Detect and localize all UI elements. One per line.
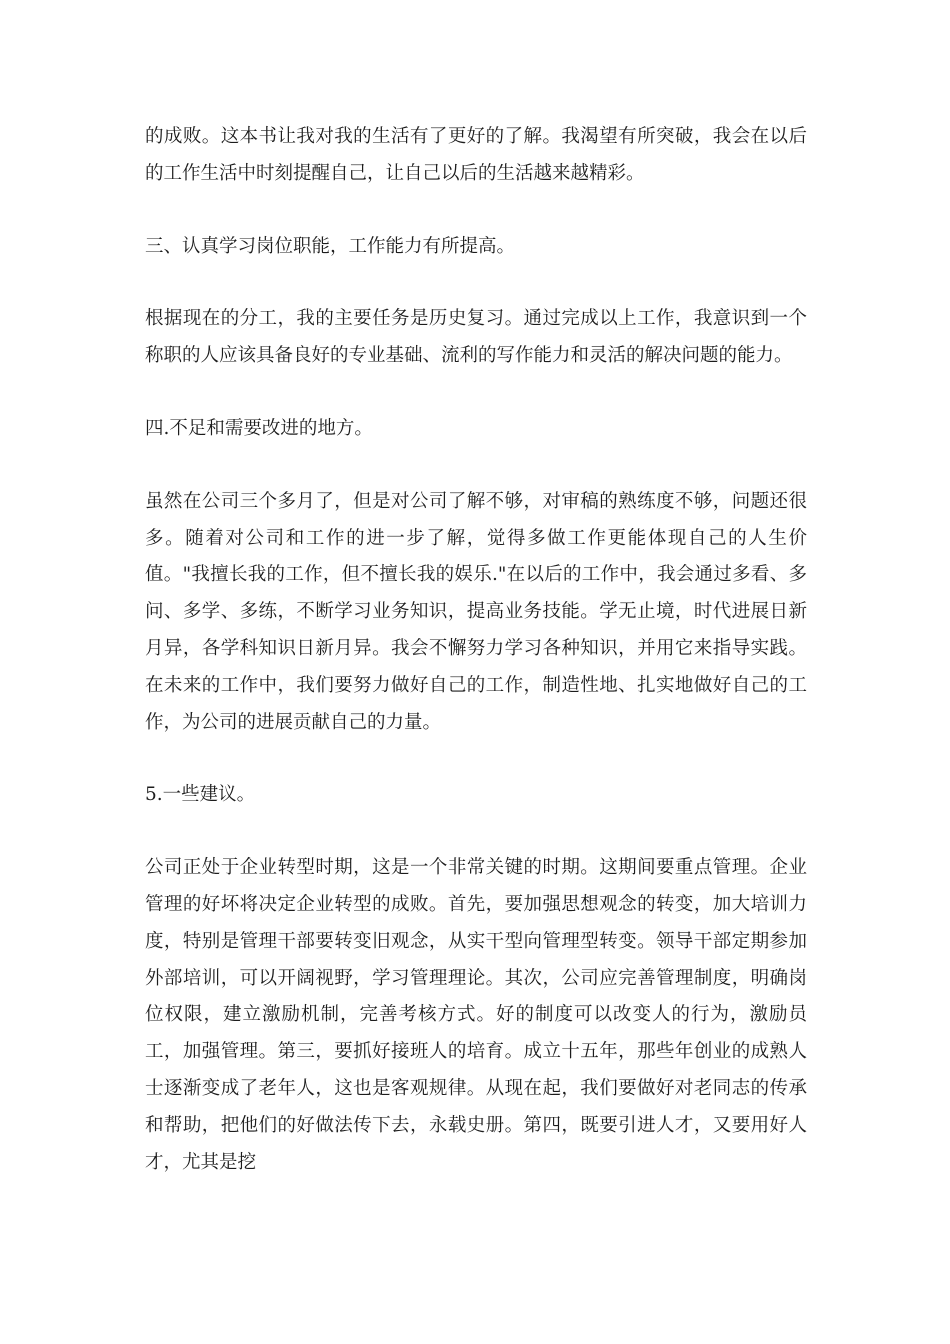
section-heading-5: 5.一些建议。 <box>145 784 256 806</box>
paragraph-section-3: 根据现在的分工，我的主要任务是历史复习。通过完成以上工作，我意识到一个称职的人应该具备良好的专业基础、流利的写作能力和灵活的解决问题的能力。 <box>145 308 807 367</box>
section-heading-4: 四.不足和需要改进的地方。 <box>145 417 373 439</box>
document-body <box>145 119 807 1217</box>
paragraph-intro-continuation: 的成败。这本书让我对我的生活有了更好的了解。我渴望有所突破，我会在以后的工作生活中时刻提醒自己，让自己以后的生活越来越精彩。 <box>145 126 807 184</box>
paragraph-section-4: 虽然在公司三个多月了，但是对公司了解不够，对审稿的熟练度不够，问题还很多。随着对公司和工作的进一步了解，觉得多做工作更能体现自己的人生价值。"我擅长我的工作，但不擅长我的娱乐."在以后的工作中，我会通过多看、多问、多学、多练，不断学习业务知识，提高业务技能。学无止境，时代进展日新月异，各学科知识日新月异。我会不懈努力学习各种知识，并用它来指导实践。在未来的工作中，我们要努力做好自己的工作，制造性地、扎实地做好自己的工作，为公司的进展贡献自己的力量。 <box>145 490 807 733</box>
paragraph-section-5: 公司正处于企业转型时期，这是一个非常关键的时期。这期间要重点管理。企业管理的好坏将决定企业转型的成败。首先，要加强思想观念的转变，加大培训力度，特别是管理干部要转变旧观念，从实干型向管理型转变。领导干部定期参加外部培训，可以开阔视野，学习管理理论。其次，公司应完善管理制度，明确岗位权限，建立激励机制，完善考核方式。好的制度可以改变人的行为，激励员工，加强管理。第三，要抓好接班人的培育。成立十五年，那些年创业的成熟人士逐渐变成了老年人，这也是客观规律。从现在起，我们要做好对老同志的传承和帮助，把他们的好做法传下去，永载史册。第四，既要引进人才，又要用好人才，尤其是挖 <box>145 857 807 1173</box>
section-heading-3: 三、认真学习岗位职能，工作能力有所提高。 <box>145 235 516 257</box>
